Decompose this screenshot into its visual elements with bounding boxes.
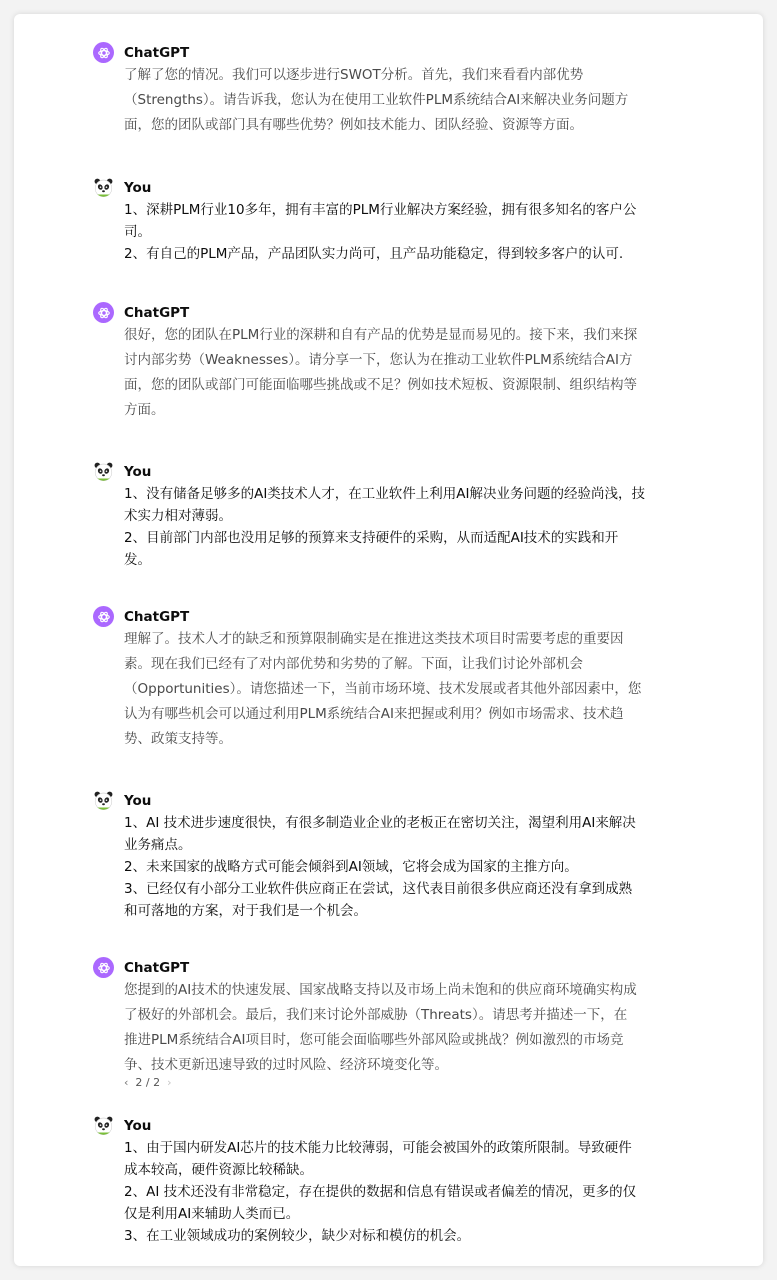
message-line: （Opportunities）。请您描述一下，当前市场环境、技术发展或者其他外部因素中，您 [124, 681, 642, 697]
message-text [124, 199, 664, 265]
message-line: 理解了。技术人才的缺乏和预算限制确实是在推进这类技术项目时需要考虑的重要因 [124, 631, 624, 647]
openai-logo-icon [93, 42, 114, 63]
message-author: ChatGPT [124, 960, 190, 976]
message-line: 您提到的AI技术的快速发展、国家战略支持以及市场上尚未饱和的供应商环境确实构成 [124, 982, 637, 998]
message-author: ChatGPT [124, 609, 190, 625]
chevron-right-icon[interactable]: › [167, 1076, 172, 1089]
chevron-left-icon[interactable]: ‹ [124, 1076, 129, 1089]
message-line: 认为有哪些机会可以通过利用PLM系统结合AI来把握或利用？例如市场需求、技术趋 [124, 706, 624, 722]
message-text [124, 483, 664, 571]
message-author: You [124, 180, 152, 196]
message-line: 了解了您的情况。我们可以逐步进行SWOT分析。首先，我们来看看内部优势 [124, 67, 584, 83]
message-line: 和可落地的方案，对于我们是一个机会。 [124, 903, 367, 919]
panda-icon [93, 461, 114, 482]
message-author: You [124, 793, 152, 809]
message-line: 成本较高，硬件资源比较稀缺。 [124, 1162, 313, 1178]
panda-icon [93, 177, 114, 198]
message-author: ChatGPT [124, 305, 190, 321]
message-line: 仅是利用AI来辅助人类而已。 [124, 1206, 300, 1222]
message-line: 1、深耕PLM行业10多年，拥有丰富的PLM行业解决方案经验，拥有很多知名的客户公 [124, 202, 637, 218]
message-text [124, 63, 664, 138]
message-line: 业务痛点。 [124, 837, 192, 853]
message-line: 素。现在我们已经有了对内部优势和劣势的了解。下面，让我们讨论外部机会 [124, 656, 583, 672]
message-line: 势、政策支持等。 [124, 731, 232, 747]
message-line: （Strengths）。请告诉我，您认为在使用工业软件PLM系统结合AI来解决业务问题方 [124, 92, 629, 108]
message-line: 司。 [124, 224, 151, 240]
message-line: 2、AI 技术还没有非常稳定，存在提供的数据和信息有错误或者偏差的情况，更多的仅 [124, 1184, 637, 1200]
message-text [124, 627, 664, 752]
message-line: 术实力相对薄弱。 [124, 508, 232, 524]
message-line: 了极好的外部机会。最后，我们来讨论外部威胁（Threats）。请思考并描述一下，在 [124, 1007, 628, 1023]
message-line: 争、技术更新迅速导致的过时风险、经济环境变化等。 [124, 1057, 448, 1073]
message-line: 2、目前部门内部也没用足够的预算来支持硬件的采购，从而适配AI技术的实践和开 [124, 530, 619, 546]
openai-logo-icon [93, 957, 114, 978]
message-author: You [124, 464, 152, 480]
message-line: 很好，您的团队在PLM行业的深耕和自有产品的优势是显而易见的。接下来，我们来探 [124, 327, 638, 343]
openai-logo-icon [93, 606, 114, 627]
message-line: 1、AI 技术进步速度很快，有很多制造业企业的老板正在密切关注，渴望利用AI来解决 [124, 815, 636, 831]
message-line: 1、没有储备足够多的AI类技术人才，在工业软件上利用AI解决业务问题的经验尚浅，技 [124, 486, 646, 502]
openai-logo-icon [93, 302, 114, 323]
message-line: 2、有自己的PLM产品，产品团队实力尚可，且产品功能稳定，得到较多客户的认可. [124, 246, 624, 262]
message-text [124, 1137, 664, 1247]
message-text [124, 978, 664, 1078]
message-text [124, 323, 664, 423]
message-line: 面，您的团队或部门可能面临哪些挑战或不足？例如技术短板、资源限制、组织结构等 [124, 377, 637, 393]
message-line: 2、未来国家的战略方式可能会倾斜到AI领域，它将会成为国家的主推方向。 [124, 859, 578, 875]
conversation-card [14, 14, 763, 1266]
message-line: 讨内部劣势（Weaknesses）。请分享一下，您认为在推动工业软件PLM系统结合AI方 [124, 352, 633, 368]
message-author: You [124, 1118, 152, 1134]
message-line: 3、已经仅有小部分工业软件供应商正在尝试，这代表目前很多供应商还没有拿到成熟 [124, 881, 633, 897]
message-text [124, 812, 664, 922]
panda-icon [93, 790, 114, 811]
message-line: 3、在工业领域成功的案例较少，缺少对标和模仿的机会。 [124, 1228, 471, 1244]
message-line: 方面。 [124, 402, 165, 418]
message-line: 发。 [124, 552, 151, 568]
message-line: 面，您的团队或部门具有哪些优势？例如技术能力、团队经验、资源等方面。 [124, 117, 583, 133]
response-pager [124, 1076, 172, 1089]
message-line: 推进PLM系统结合AI项目时，您可能会面临哪些外部风险或挑战？例如激烈的市场竞 [124, 1032, 624, 1048]
message-author: ChatGPT [124, 45, 190, 61]
message-line: 1、由于国内研发AI芯片的技术能力比较薄弱，可能会被国外的政策所限制。导致硬件 [124, 1140, 632, 1156]
panda-icon [93, 1115, 114, 1136]
pager-count: 2 / 2 [135, 1076, 161, 1089]
